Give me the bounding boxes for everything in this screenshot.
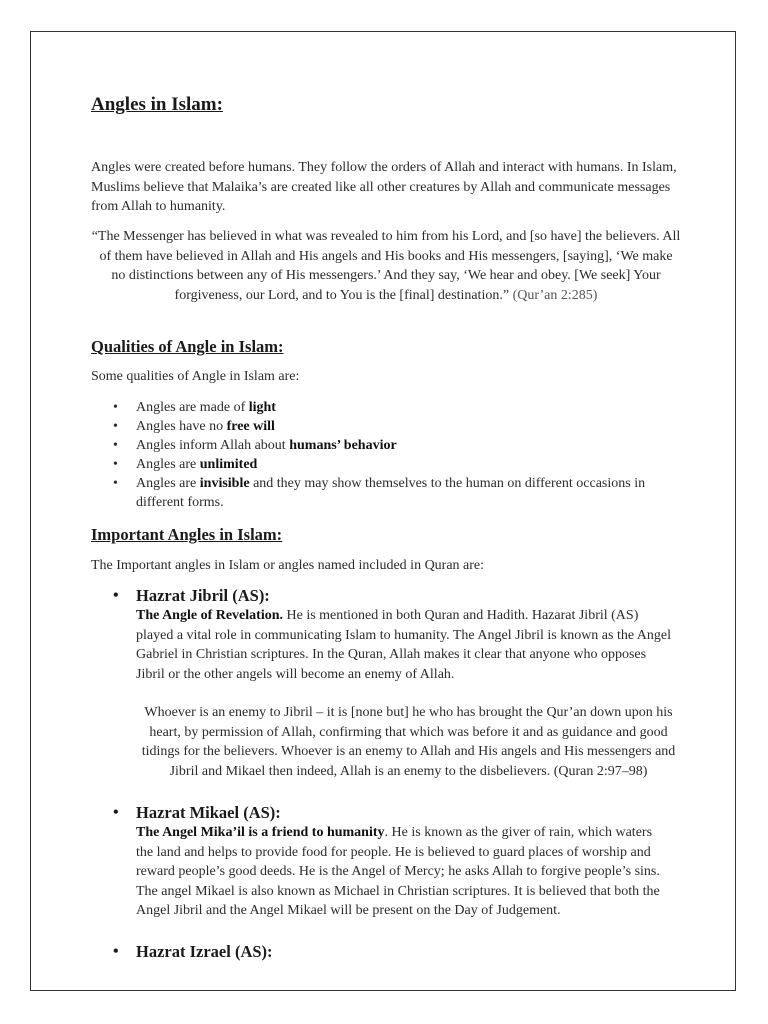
- angel-jibril-heading: • Hazrat Jibril (AS):: [91, 586, 681, 606]
- qualities-intro: Some qualities of Angle in Islam are:: [91, 369, 300, 384]
- quote-text: “The Messenger has believed in what was revealed to him from his Lord, and [so have] the believers. All of them have believed in Allah and His angels and His books and His messengers, [saying], ‘We make no distinctions between any of His messengers.’ And they say, ‘We hear and obey. [We seek] Your forgiveness, our Lord, and to You is the [final] destination.”: [91, 229, 681, 303]
- angel-jibril-quote: Whoever is an enemy to Jibril – it is [none but] he who has brought the Qur’an down upon his heart, by permission of Allah, confirming that which was before it and as guidance and good tidings for the believers. Whoever is an enemy to Allah and His angels and His messengers and Jibril and Mikael then indeed, Allah is an enemy to the disbelievers. (Quran 2:97–98): [141, 705, 676, 779]
- list-item: • Angles are invisible and they may show themselves to the human on different occasions in different forms.: [91, 474, 681, 512]
- angel-mikael-heading: • Hazrat Mikael (AS):: [91, 803, 681, 823]
- angel-mikael-description: The Angel Mika’il is a friend to humanity. He is known as the giver of rain, which waters the land and helps to provide food for people. He is believed to guard places of worship and reward people’s good deeds. He is the Angel of Mercy; he asks Allah to forgive people’s sins. The angel Mikael is also known as Michael in Christian scriptures. It is believed that both the Angel Jibril and the Angel Mikael will be present on the Day of Judgement.: [136, 825, 660, 918]
- angel-jibril-description: The Angle of Revelation. He is mentioned in both Quran and Hadith. Hazarat Jibril (AS) played a vital role in communicating Islam to humanity. The Angel Jibril is known as the Angel Gabriel in Christian scriptures. In the Quran, Allah makes it clear that anyone who opposes Jibril or the other angels will become an enemy of Allah.: [136, 608, 672, 682]
- important-angels-heading: Important Angles in Islam:: [91, 525, 283, 544]
- document-page: [30, 31, 736, 991]
- qualities-heading: Qualities of Angle in Islam:: [91, 337, 284, 356]
- quran-quote-2-285: [91, 227, 681, 305]
- list-item: • Angles are made of light: [91, 398, 681, 417]
- list-item: • Angles have no free will: [91, 417, 681, 436]
- quote-citation: (Qur’an 2:285): [512, 287, 598, 303]
- qualities-list: [91, 398, 681, 512]
- angel-mikael-section: [91, 803, 681, 921]
- angel-izrael-heading: • Hazrat Izrael (AS):: [91, 942, 681, 962]
- angel-izrael-section: [91, 942, 681, 962]
- angel-jibril-section: [91, 586, 681, 781]
- list-item: • Angles are unlimited: [91, 455, 681, 474]
- list-item: • Angles inform Allah about humans’ behavior: [91, 436, 681, 455]
- intro-paragraph: Angles were created before humans. They follow the orders of Allah and interact with humans. In Islam, Muslims believe that Malaika’s are created like all other creatures by Allah and communicate messages from Allah to humanity.: [91, 160, 677, 214]
- important-angels-intro: The Important angles in Islam or angles named included in Quran are:: [91, 558, 485, 573]
- page-title: Angles in Islam:: [91, 94, 223, 115]
